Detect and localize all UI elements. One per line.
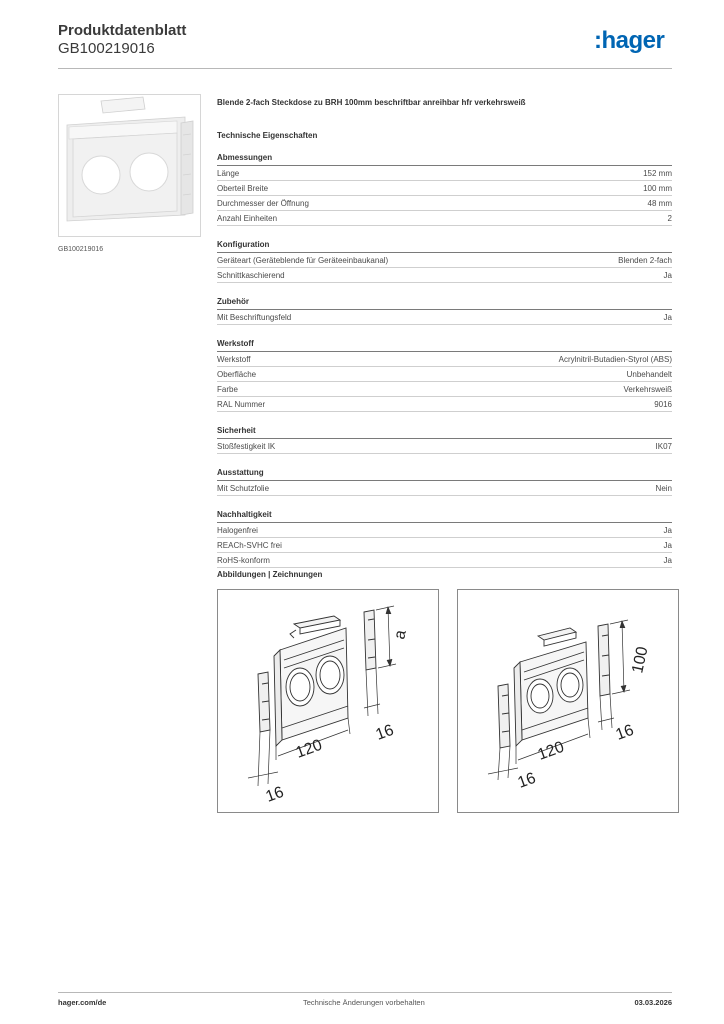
row-value: Verkehrsweiß [623,385,672,394]
section-title: Ausstattung [217,465,672,481]
table-row [217,181,672,196]
row-label: Geräteart (Geräteblende für Geräteeinbaukanal) [217,256,389,265]
row-value: 152 mm [643,169,672,178]
footer-divider [58,992,672,993]
properties-heading: Technische Eigenschaften [217,131,318,140]
row-label: RoHS-konform [217,556,270,565]
table-row [217,439,672,454]
row-value: IK07 [655,442,672,451]
hager-logo-text: :hager [594,27,665,54]
row-value: Acrylnitril-Butadien-Styrol (ABS) [558,355,672,364]
section-ausstattung [217,465,672,496]
table-row [217,352,672,367]
table-row [217,268,672,283]
row-value: 9016 [654,400,672,409]
row-value: Ja [663,541,672,550]
row-label: Oberfläche [217,370,257,379]
row-value: Ja [663,271,672,280]
dimension-depth-label: 16 [373,721,397,744]
row-label: Farbe [217,385,238,394]
section-title: Werkstoff [217,336,672,352]
article-number: GB100219016 [58,40,155,57]
row-value: 100 mm [643,184,672,193]
table-row [217,211,672,226]
table-row [217,481,672,496]
row-label: REACh-SVHC frei [217,541,282,550]
row-label: Stoßfestigkeit IK [217,442,276,451]
dimension-bottom-label: 16 [263,783,287,806]
table-row [217,253,672,268]
product-image [58,94,201,237]
section-title: Abmessungen [217,150,672,166]
row-value: 2 [667,214,672,223]
section-konfiguration [217,237,672,283]
dimension-width-label: 120 [535,738,567,764]
row-label: Durchmesser der Öffnung [217,199,309,208]
table-row [217,367,672,382]
row-label: Halogenfrei [217,526,258,535]
row-label: Werkstoff [217,355,251,364]
table-row [217,538,672,553]
dimension-depth-label: 16 [613,721,637,744]
table-row [217,166,672,181]
footer-date: 03.03.2026 [634,998,672,1007]
row-value: Unbehandelt [626,370,672,379]
table-row [217,382,672,397]
dimension-bottom-label: 16 [515,769,539,792]
row-label: RAL Nummer [217,400,266,409]
properties-table [217,150,672,579]
row-label: Länge [217,169,240,178]
section-abmessungen [217,150,672,226]
row-label: Mit Schutzfolie [217,484,270,493]
table-row [217,523,672,538]
table-row [217,397,672,412]
table-row [217,553,672,568]
footer-website-link[interactable]: hager.com/de [58,998,107,1007]
table-row [217,196,672,211]
product-image-caption: GB100219016 [58,246,104,253]
row-label: Schnittkaschierend [217,271,285,280]
dimension-width-label: 120 [293,736,325,762]
row-value: Ja [663,556,672,565]
row-value: Blenden 2-fach [618,256,672,265]
page-title: Produktdatenblatt [58,22,187,39]
header-divider [58,68,672,69]
section-nachhaltigkeit [217,507,672,568]
section-title: Konfiguration [217,237,672,253]
technical-drawing-1 [217,589,439,813]
row-value: 48 mm [647,199,672,208]
dimension-height-label: 100 [629,645,652,675]
product-title: Blende 2-fach Steckdose zu BRH 100mm beschriftbar anreihbar hfr verkehrsweiß [217,98,526,107]
row-label: Oberteil Breite [217,184,269,193]
row-value: Ja [663,313,672,322]
footer-note: Technische Änderungen vorbehalten [303,998,425,1007]
figures-heading: Abbildungen | Zeichnungen [217,570,323,579]
section-werkstoff [217,336,672,412]
hager-logo [594,26,678,56]
section-title: Zubehör [217,294,672,310]
section-sicherheit [217,423,672,454]
section-zubehoer [217,294,672,325]
row-label: Mit Beschriftungsfeld [217,313,292,322]
dimension-height-label: a [391,628,410,641]
section-title: Sicherheit [217,423,672,439]
row-value: Ja [663,526,672,535]
table-row [217,310,672,325]
technical-drawing-2 [457,589,679,813]
row-label: Anzahl Einheiten [217,214,278,223]
section-title: Nachhaltigkeit [217,507,672,523]
row-value: Nein [655,484,672,493]
